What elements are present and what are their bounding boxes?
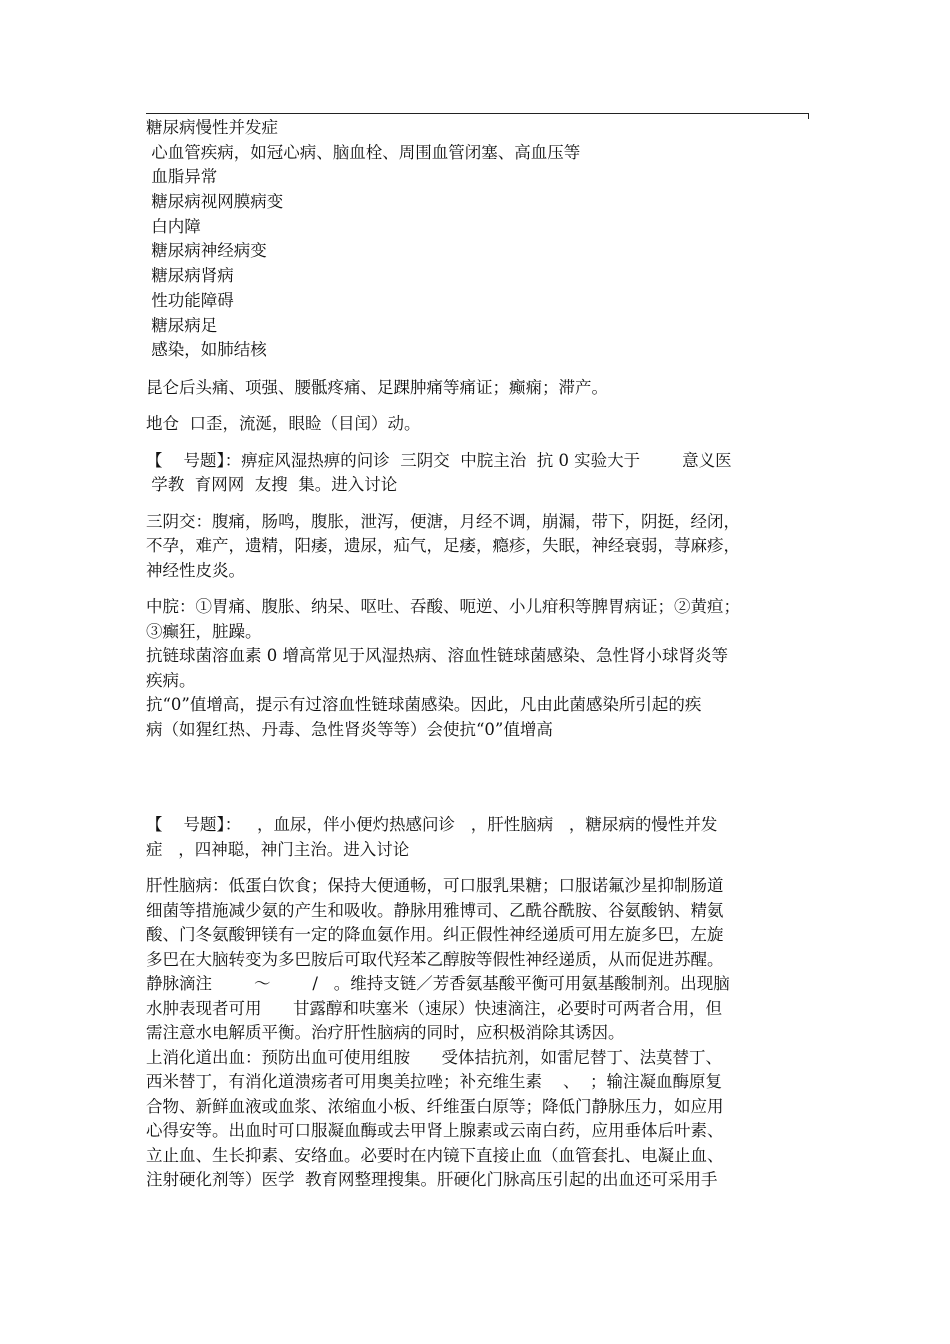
hepatic-line: 立止血、生长抑素、安络血。必要时在内镜下直接止血（血管套扎、电凝止血、: [146, 1145, 724, 1165]
zhongwan-line: 病（如猩红热、丹毒、急性肾炎等等）会使抗“0”值增高: [146, 719, 553, 739]
hepatic-line: 西米替丁，有消化道溃疡者可用奥美拉唑；补充维生素 、 ；输注凝血酶原复: [146, 1072, 722, 1092]
hepatic-line: 需注意水电解质平衡。治疗肝性脑病的同时，应积极消除其诱因。: [146, 1023, 625, 1043]
zhongwan-line: 中脘：①胃痛、腹胀、纳呆、呕吐、吞酸、呃逆、小儿疳积等脾胃病证；②黄疸；: [146, 597, 740, 617]
hepatic-paragraph: [146, 874, 811, 1193]
hepatic-line: 肝性脑病：低蛋白饮食；保持大便通畅，可口服乳果糖；口服诺氟沙星抑制肠道: [146, 876, 724, 896]
header-rule: [146, 113, 809, 114]
zhongwan-paragraph: [146, 595, 811, 742]
list-item: 性功能障碍: [146, 290, 234, 310]
hepatic-line: 细菌等措施减少氨的产生和吸收。静脉用雅博司、乙酰谷酰胺、谷氨酸钠、精氨: [146, 900, 724, 920]
list-item: 糖尿病肾病: [146, 266, 234, 286]
complications-title: 糖尿病慢性并发症: [146, 118, 278, 137]
sanyinjiao-line: 神经性皮炎。: [146, 560, 245, 580]
dicang-paragraph: [146, 412, 811, 437]
dicang-line: 地仓 口歪，流涎，眼睑（目闰）动。: [146, 414, 421, 434]
zhongwan-line: 疾病。: [146, 670, 196, 690]
topic1-line: 学教 育网网 友搜 集。进入讨论: [146, 475, 398, 495]
hepatic-line: 合物、新鲜血液或血浆、浓缩血小板、纤维蛋白原等；降低门静脉压力，如应用: [146, 1096, 724, 1116]
list-item: 心血管疾病，如冠心病、脑血栓、周围血管闭塞、高血压等: [146, 142, 581, 162]
list-item: 感染，如肺结核: [146, 340, 267, 360]
document-body: [146, 116, 811, 1193]
list-item: 糖尿病神经病变: [146, 241, 267, 261]
zhongwan-line: 抗链球菌溶血素 0 增高常见于风湿热病、溶血性链球菌感染、急性肾小球肾炎等: [146, 646, 728, 666]
hepatic-line: 上消化道出血：预防出血可使用组胺 受体拮抗剂，如雷尼替丁、法莫替丁、: [146, 1047, 722, 1067]
hepatic-line: 心得安等。出血时可口服凝血酶或去甲肾上腺素或云南白药，应用垂体后叶素、: [146, 1121, 724, 1141]
hepatic-line: 酸、门冬氨酸钾镁有一定的降血氨作用。纠正假性神经递质可用左旋多巴，左旋: [146, 925, 724, 945]
topic1-line: 【 号题】：痹症风湿热痹的问诊 三阴交 中脘主治 抗 0 实验大于 意义医: [146, 450, 732, 470]
topic2-line: 症 ，四神聪，神门主治。进入讨论: [146, 839, 410, 859]
sanyinjiao-paragraph: [146, 510, 811, 584]
list-item: 糖尿病足: [146, 315, 218, 335]
kunlun-paragraph: [146, 376, 811, 401]
hepatic-line: 静脉滴注 ～ / 。维持支链／芳香氨基酸平衡可用氨基酸制剂。出现脑: [146, 974, 730, 994]
sanyinjiao-line: 不孕，难产，遗精，阳痿，遗尿，疝气，足痿，瘾疹，失眠，神经衰弱，荨麻疹，: [146, 536, 740, 556]
zhongwan-line: ③癫狂，脏躁。: [146, 621, 262, 641]
list-item: 糖尿病视网膜病变: [146, 192, 284, 212]
topic2-paragraph: [146, 813, 811, 862]
zhongwan-line: 抗“0”值增高，提示有过溶血性链球菌感染。因此，凡由此菌感染所引起的疾: [146, 695, 702, 715]
list-item: 白内障: [146, 216, 201, 236]
kunlun-line: 昆仑后头痛、项强、腰骶疼痛、足踝肿痛等痛证；癫痫；滞产。: [146, 377, 608, 397]
hepatic-line: 注射硬化剂等）医学 教育网整理搜集。肝硬化门脉高压引起的出血还可采用手: [146, 1170, 718, 1190]
topic1-paragraph: [146, 449, 811, 498]
hepatic-line: 水肿表现者可用 甘露醇和呋塞米（速尿）快速滴注，必要时可两者合用，但: [146, 998, 722, 1018]
sanyinjiao-line: 三阴交：腹痛，肠鸣，腹胀，泄泻，便溏，月经不调，崩漏，带下，阴挺，经闭，: [146, 511, 740, 531]
complications-list: [146, 116, 811, 363]
list-item: 血脂异常: [146, 167, 218, 187]
topic2-line: 【 号题】： ，血尿，伴小便灼热感问诊 ，肝性脑病 ，糖尿病的慢性并发: [146, 815, 718, 835]
hepatic-line: 多巴在大脑转变为多巴胺后可取代羟苯乙醇胺等假性神经递质，从而促进苏醒。: [146, 949, 724, 969]
